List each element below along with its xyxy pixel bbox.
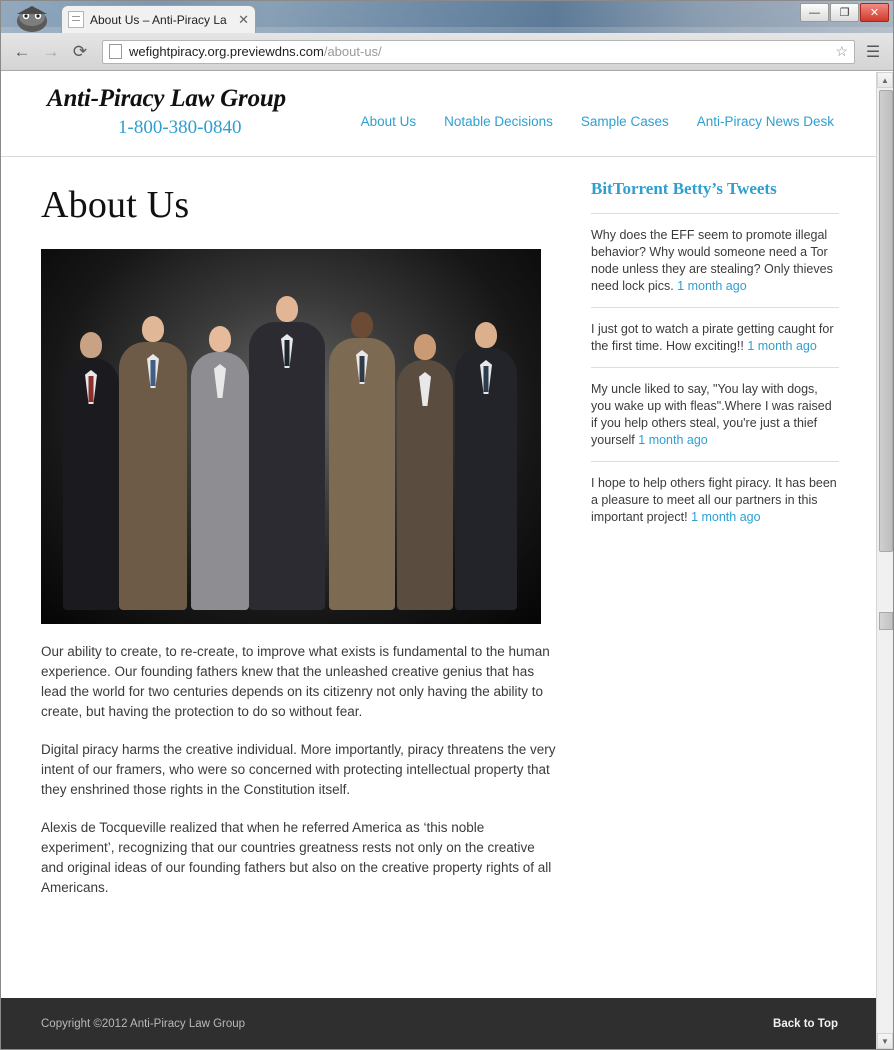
browser-toolbar: [1, 33, 893, 71]
site-header: [1, 72, 878, 157]
page-viewport: [1, 71, 893, 1049]
tweet-timestamp[interactable]: 1 month ago: [638, 433, 708, 447]
close-window-button[interactable]: ✕: [860, 3, 889, 22]
hero-figure-group: [41, 310, 541, 610]
browser-logo-icon: [9, 4, 55, 32]
site-footer: [1, 998, 878, 1049]
hero-image: [41, 249, 541, 624]
page-title: About Us: [41, 184, 190, 226]
site-brand[interactable]: Anti-Piracy Law Group: [47, 85, 286, 112]
scrollbar-thumb[interactable]: [879, 90, 893, 552]
nav-item-news-desk[interactable]: Anti-Piracy News Desk: [696, 114, 834, 129]
tweet-text: I hope to help others fight piracy. It has been a pleasure to meet all our partners in this important project!: [591, 476, 837, 524]
hero-figure-head: [142, 316, 164, 342]
scroll-up-icon[interactable]: ▲: [877, 72, 893, 88]
hero-figure-head: [475, 322, 497, 348]
hero-figure-head: [414, 334, 436, 360]
hero-figure-tie: [285, 340, 290, 366]
page-info-icon[interactable]: [109, 44, 122, 59]
tweet-timestamp[interactable]: 1 month ago: [677, 279, 747, 293]
main-column: [41, 183, 561, 916]
hero-figure-head: [276, 296, 298, 322]
tweet-text: My uncle liked to say, "You lay with dogs, you wake up with fleas".Where I was raised if you help others steal, you're just a thief yourself: [591, 382, 832, 447]
tab-strip: [1, 1, 893, 33]
hero-figure-head: [209, 326, 231, 352]
hero-figure: [191, 352, 249, 610]
scrollbar-grip[interactable]: [879, 612, 893, 630]
nav-item-about-us[interactable]: About Us: [360, 114, 417, 129]
page-favicon-icon: [68, 11, 84, 28]
hero-figure-tie: [484, 366, 489, 392]
tweet-text: Why does the EFF seem to promote illegal behavior? Why would someone need a Tor node unless they are stealing? Only thieves need lock pics.: [591, 228, 833, 293]
tweet-timestamp[interactable]: 1 month ago: [691, 510, 761, 524]
sidebar: [591, 179, 839, 538]
url-domain: wefightpiracy.org.previewdns.com: [129, 44, 324, 59]
url-path: /about-us/: [323, 44, 382, 59]
close-icon[interactable]: ✕: [238, 12, 249, 27]
tweet-timestamp[interactable]: 1 month ago: [747, 339, 817, 353]
hero-figure-head: [351, 312, 373, 338]
tweet-item: [591, 307, 839, 367]
paragraph-2: Digital piracy harms the creative individual. More importantly, piracy threatens the very intent of our framers, who were so concerned with protecting intellectual property that they enshrined those rights in the Constitution itself.: [41, 742, 556, 797]
hero-figure: [249, 322, 325, 610]
hero-figure-tie: [151, 360, 156, 386]
window-controls: [800, 3, 889, 22]
nav-item-sample-cases[interactable]: Sample Cases: [580, 114, 669, 129]
minimize-button[interactable]: —: [800, 3, 829, 22]
main-navigation: [361, 114, 834, 129]
forward-icon[interactable]: →: [42, 41, 60, 61]
paragraph-3: Alexis de Tocqueville realized that when he referred America as ‘this noble experiment’, recognizing that our countries greatness rests not only on the creative and original ideas of our founding fathers but also on the creative property rights of all Americans.: [41, 820, 552, 895]
hero-figure-head: [80, 332, 102, 358]
tweet-text: I just got to watch a pirate getting caught for the first time. How exciting!!: [591, 322, 834, 353]
phone-number: 1-800-380-0840: [118, 117, 242, 138]
paragraph-1: Our ability to create, to re-create, to improve what exists is fundamental to the human experience. Our founding fathers knew that the unleashed creative genius that has lead the world for two centuries depends on its citizenry not only having the ability to create, but having the protection to do so without fear.: [41, 644, 550, 719]
hero-figure: [329, 338, 395, 610]
hero-figure: [397, 360, 453, 610]
tweet-item: [591, 367, 839, 461]
maximize-button[interactable]: ❐: [830, 3, 859, 22]
copyright-text: Copyright ©2012 Anti-Piracy Law Group: [41, 1017, 246, 1030]
sidebar-title: BitTorrent Betty’s Tweets: [591, 179, 777, 198]
hero-figure-tie: [360, 356, 365, 382]
tweet-item: [591, 461, 839, 538]
menu-icon[interactable]: ☰: [865, 43, 881, 61]
back-icon[interactable]: ←: [13, 41, 31, 61]
reload-icon[interactable]: ⟳: [72, 41, 88, 61]
web-page: [1, 72, 878, 1049]
hero-figure: [455, 348, 517, 610]
page-scrollbar[interactable]: [876, 72, 893, 1049]
scroll-down-icon[interactable]: ▼: [877, 1033, 893, 1049]
hero-figure-tie: [89, 376, 94, 402]
browser-tab[interactable]: [61, 5, 256, 33]
tweet-item: [591, 213, 839, 307]
tab-title: About Us – Anti-Piracy La: [90, 12, 227, 27]
hero-figure: [119, 342, 187, 610]
back-to-top-link[interactable]: Back to Top: [773, 1017, 838, 1030]
address-bar[interactable]: [102, 40, 855, 64]
hero-figure: [63, 358, 119, 610]
nav-item-notable-decisions[interactable]: Notable Decisions: [444, 114, 553, 129]
body-copy: [41, 642, 561, 898]
address-bar-text: [129, 44, 382, 59]
bookmark-star-icon[interactable]: ☆: [835, 43, 848, 59]
hero-figure-shirt: [214, 364, 226, 398]
hero-figure-shirt: [419, 372, 431, 406]
